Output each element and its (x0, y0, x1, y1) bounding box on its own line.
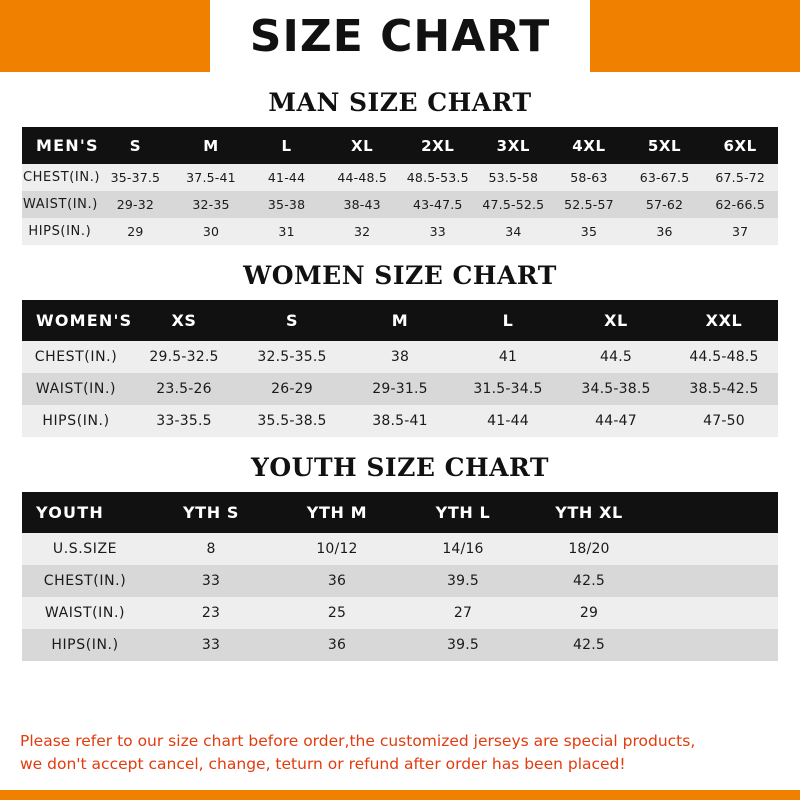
cell-spacer (652, 565, 778, 597)
cell-value: 41-44 (249, 164, 325, 191)
section-man (0, 72, 800, 245)
cell-value: 41-44 (454, 405, 562, 437)
cell-spacer (652, 533, 778, 565)
cell-value: 33-35.5 (130, 405, 238, 437)
column-header-size: XL (562, 300, 670, 341)
cell-value: 23.5-26 (130, 373, 238, 405)
cell-value: 32-35 (173, 191, 249, 218)
section-youth (0, 437, 800, 661)
cell-value: 35-37.5 (98, 164, 174, 191)
column-header-size: 3XL (476, 127, 552, 164)
cell-value: 41 (454, 341, 562, 373)
cell-value: 44.5 (562, 341, 670, 373)
column-header-spacer (652, 492, 778, 533)
footer-line-1: Please refer to our size chart before order,the customized jerseys are special products, (20, 731, 696, 750)
cell-value: 63-67.5 (627, 164, 703, 191)
cell-value: 38-43 (324, 191, 400, 218)
row-label: HIPS(IN.) (22, 629, 148, 661)
cell-value: 52.5-57 (551, 191, 627, 218)
cell-value: 33 (148, 565, 274, 597)
section-women (0, 245, 800, 437)
youth-table-body (22, 533, 778, 661)
page-title: SIZE CHART (249, 10, 551, 62)
women-table-head (22, 300, 778, 341)
cell-value: 47.5-52.5 (476, 191, 552, 218)
table-row (22, 405, 778, 437)
table-row (22, 565, 778, 597)
cell-value: 35 (551, 218, 627, 245)
column-header-size: 4XL (551, 127, 627, 164)
row-label: HIPS(IN.) (22, 405, 130, 437)
column-header-size: M (173, 127, 249, 164)
header-band (0, 0, 800, 72)
cell-spacer (652, 597, 778, 629)
table-row (22, 164, 778, 191)
cell-value: 38.5-42.5 (670, 373, 778, 405)
column-header-size: YTH L (400, 492, 526, 533)
cell-value: 10/12 (274, 533, 400, 565)
cell-value: 33 (148, 629, 274, 661)
cell-value: 37 (702, 218, 778, 245)
cell-value: 29.5-32.5 (130, 341, 238, 373)
cell-value: 53.5-58 (476, 164, 552, 191)
table-row (22, 629, 778, 661)
cell-value: 35.5-38.5 (238, 405, 346, 437)
cell-value: 29 (526, 597, 652, 629)
table-row (22, 218, 778, 245)
section-title-youth: YOUTH SIZE CHART (251, 453, 549, 482)
row-label: WAIST(IN.) (22, 597, 148, 629)
column-header-size: YTH XL (526, 492, 652, 533)
cell-value: 57-62 (627, 191, 703, 218)
footer-disclaimer (0, 720, 800, 791)
cell-value: 36 (274, 565, 400, 597)
column-header-category: MEN'S (22, 127, 98, 164)
cell-value: 44.5-48.5 (670, 341, 778, 373)
cell-value: 42.5 (526, 565, 652, 597)
cell-value: 36 (274, 629, 400, 661)
cell-value: 29 (98, 218, 174, 245)
row-label: WAIST(IN.) (22, 373, 130, 405)
footer-accent-bar (0, 790, 800, 800)
cell-value: 29-31.5 (346, 373, 454, 405)
column-header-size: 2XL (400, 127, 476, 164)
column-header-category: YOUTH (22, 492, 148, 533)
cell-value: 32.5-35.5 (238, 341, 346, 373)
row-label: U.S.SIZE (22, 533, 148, 565)
cell-value: 26-29 (238, 373, 346, 405)
row-label: CHEST(IN.) (22, 341, 130, 373)
cell-value: 31.5-34.5 (454, 373, 562, 405)
cell-value: 32 (324, 218, 400, 245)
youth-size-table (22, 492, 778, 661)
table-header-row (22, 492, 778, 533)
cell-value: 33 (400, 218, 476, 245)
footer-line-2: we don't accept cancel, change, teturn or refund after order has been placed! (20, 754, 626, 773)
cell-value: 39.5 (400, 629, 526, 661)
table-header-row (22, 300, 778, 341)
cell-value: 23 (148, 597, 274, 629)
column-header-size: S (238, 300, 346, 341)
table-row (22, 597, 778, 629)
column-header-size: XL (324, 127, 400, 164)
cell-value: 58-63 (551, 164, 627, 191)
column-header-size: 6XL (702, 127, 778, 164)
man-table-body (22, 164, 778, 245)
column-header-size: L (249, 127, 325, 164)
column-header-size: XXL (670, 300, 778, 341)
cell-value: 25 (274, 597, 400, 629)
cell-value: 67.5-72 (702, 164, 778, 191)
cell-value: 48.5-53.5 (400, 164, 476, 191)
cell-value: 37.5-41 (173, 164, 249, 191)
cell-value: 42.5 (526, 629, 652, 661)
cell-value: 30 (173, 218, 249, 245)
column-header-size: XS (130, 300, 238, 341)
cell-spacer (652, 629, 778, 661)
column-header-size: M (346, 300, 454, 341)
cell-value: 62-66.5 (702, 191, 778, 218)
cell-value: 44-47 (562, 405, 670, 437)
table-header-row (22, 127, 778, 164)
cell-value: 38 (346, 341, 454, 373)
cell-value: 47-50 (670, 405, 778, 437)
cell-value: 31 (249, 218, 325, 245)
table-row (22, 373, 778, 405)
column-header-size: YTH M (274, 492, 400, 533)
cell-value: 35-38 (249, 191, 325, 218)
cell-value: 43-47.5 (400, 191, 476, 218)
cell-value: 38.5-41 (346, 405, 454, 437)
cell-value: 34 (476, 218, 552, 245)
man-size-table (22, 127, 778, 245)
women-table-body (22, 341, 778, 437)
column-header-size: 5XL (627, 127, 703, 164)
cell-value: 8 (148, 533, 274, 565)
cell-value: 34.5-38.5 (562, 373, 670, 405)
cell-value: 36 (627, 218, 703, 245)
table-row (22, 341, 778, 373)
table-row (22, 191, 778, 218)
cell-value: 44-48.5 (324, 164, 400, 191)
row-label: HIPS(IN.) (22, 218, 98, 245)
section-title-women: WOMEN SIZE CHART (243, 261, 557, 290)
cell-value: 27 (400, 597, 526, 629)
women-size-table (22, 300, 778, 437)
column-header-size: L (454, 300, 562, 341)
column-header-size: YTH S (148, 492, 274, 533)
cell-value: 14/16 (400, 533, 526, 565)
youth-table-head (22, 492, 778, 533)
row-label: CHEST(IN.) (22, 164, 98, 191)
column-header-size: S (98, 127, 174, 164)
row-label: WAIST(IN.) (22, 191, 98, 218)
cell-value: 18/20 (526, 533, 652, 565)
row-label: CHEST(IN.) (22, 565, 148, 597)
cell-value: 29-32 (98, 191, 174, 218)
section-title-man: MAN SIZE CHART (268, 88, 532, 117)
column-header-category: WOMEN'S (22, 300, 130, 341)
table-row (22, 533, 778, 565)
cell-value: 39.5 (400, 565, 526, 597)
man-table-head (22, 127, 778, 164)
